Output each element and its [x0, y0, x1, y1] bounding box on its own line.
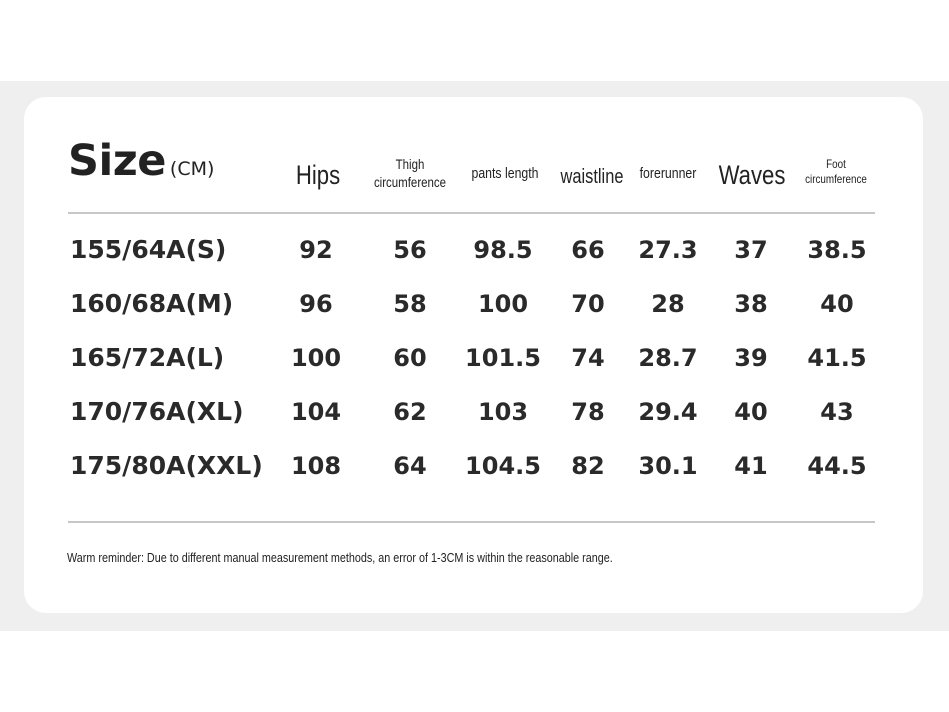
header-thigh-circumference: Thigh circumference [373, 156, 447, 190]
cell-foot: 38.5 [807, 236, 867, 264]
header-hips: Hips [295, 160, 341, 190]
cell-forerunner: 30.1 [638, 452, 698, 480]
row-size-label: 170/76A(XL) [70, 397, 244, 426]
cell-pants-length: 98.5 [473, 236, 533, 264]
title-unit: (CM) [169, 158, 215, 180]
cell-thigh: 60 [393, 344, 427, 372]
cell-forerunner: 28 [651, 290, 685, 318]
cell-hips: 92 [299, 236, 333, 264]
cell-waistline: 66 [571, 236, 605, 264]
row-size-label: 155/64A(S) [70, 235, 227, 264]
cell-forerunner: 27.3 [638, 236, 698, 264]
footer-divider [68, 521, 875, 523]
cell-foot: 44.5 [807, 452, 867, 480]
header-waistline: waistline [560, 166, 624, 188]
cell-waves: 40 [734, 398, 768, 426]
cell-waistline: 74 [571, 344, 605, 372]
cell-thigh: 64 [393, 452, 427, 480]
row-size-label: 165/72A(L) [70, 343, 225, 372]
warm-reminder-note: Warm reminder: Due to different manual measurement methods, an error of 1-3CM is within the reasonable range. [67, 550, 613, 565]
header-divider [68, 212, 875, 214]
table-row [0, 284, 949, 324]
cell-waves: 37 [734, 236, 768, 264]
header-forerunner: forerunner [639, 165, 697, 182]
cell-waves: 39 [734, 344, 768, 372]
cell-pants-length: 103 [477, 398, 529, 426]
cell-forerunner: 29.4 [638, 398, 698, 426]
table-row [0, 338, 949, 378]
header-foot-circumference: Foot circumference [805, 157, 867, 186]
row-size-label: 175/80A(XXL) [70, 451, 263, 480]
table-row [0, 392, 949, 432]
cell-pants-length: 104.5 [465, 452, 541, 480]
chart-title [68, 136, 214, 186]
header-pants-length: pants length [471, 165, 539, 182]
cell-waistline: 70 [571, 290, 605, 318]
cell-thigh: 62 [393, 398, 427, 426]
cell-thigh: 58 [393, 290, 427, 318]
cell-pants-length: 101.5 [465, 344, 541, 372]
cell-foot: 43 [820, 398, 854, 426]
cell-waistline: 82 [571, 452, 605, 480]
cell-foot: 41.5 [807, 344, 867, 372]
cell-waves: 38 [734, 290, 768, 318]
cell-hips: 96 [299, 290, 333, 318]
title-main: Size [68, 136, 166, 186]
cell-hips: 108 [290, 452, 342, 480]
cell-foot: 40 [820, 290, 854, 318]
cell-forerunner: 28.7 [638, 344, 698, 372]
table-row [0, 446, 949, 486]
cell-hips: 104 [290, 398, 342, 426]
row-size-label: 160/68A(M) [70, 289, 234, 318]
table-row [0, 230, 949, 270]
cell-hips: 100 [290, 344, 342, 372]
cell-thigh: 56 [393, 236, 427, 264]
cell-waves: 41 [734, 452, 768, 480]
header-waves: Waves [718, 160, 786, 190]
cell-waistline: 78 [571, 398, 605, 426]
cell-pants-length: 100 [477, 290, 529, 318]
